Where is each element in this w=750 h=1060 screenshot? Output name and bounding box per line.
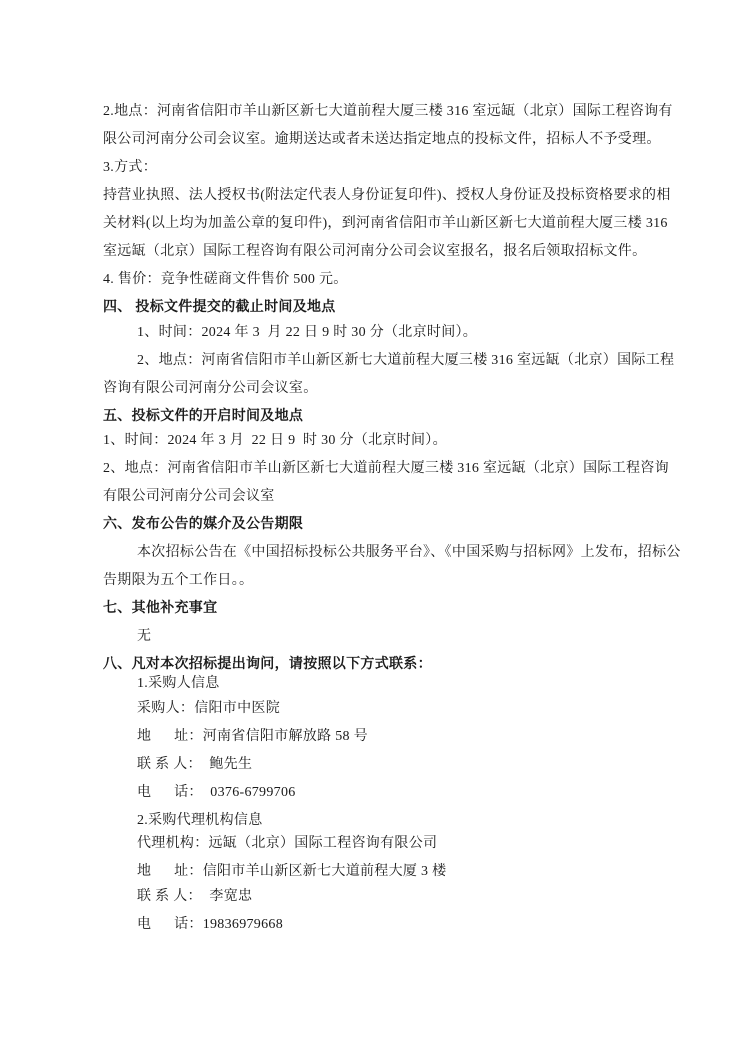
section-8-heading: 八、凡对本次招标提出询问，请按照以下方式联系： (103, 657, 432, 672)
purchaser-info-label: 1.采购人信息 (137, 676, 220, 691)
agency-phone-line: 电 话：19836979668 (137, 917, 283, 932)
opening-time-line: 1、时间：2024 年 3 月 22 日 9 时 30 分（北京时间）。 (103, 433, 447, 448)
announcement-media-line-1: 本次招标公告在《中国招标投标公共服务平台》、《中国采购与招标网》上发布，招标公 (137, 545, 681, 560)
deadline-time-line: 1、时间：2024 年 3 月 22 日 9 时 30 分（北京时间）。 (137, 325, 478, 340)
location-line-2: 限公司河南分公司会议室。逾期送达或者未送达指定地点的投标文件，招标人不予受理。 (103, 132, 661, 147)
price-line: 4. 售价：竞争性磋商文件售价 500 元。 (103, 272, 348, 287)
section-5-heading: 五、投标文件的开启时间及地点 (103, 409, 304, 424)
section-7-heading: 七、其他补充事宜 (103, 601, 218, 616)
method-line-1: 持营业执照、法人授权书(附法定代表人身份证复印件)、授权人身份证及投标资格要求的相 (103, 188, 671, 203)
agency-info-label: 2.采购代理机构信息 (137, 813, 263, 828)
purchaser-phone-line: 电 话： 0376-6799706 (137, 785, 296, 800)
agency-contact-line: 联 系 人： 李宽忠 (137, 889, 253, 904)
announcement-media-line-2: 告期限为五个工作日。。 (103, 573, 254, 588)
purchaser-address-line: 地 址：河南省信阳市解放路 58 号 (137, 729, 368, 744)
location-line-1: 2.地点：河南省信阳市羊山新区新七大道前程大厦三楼 316 室远缻（北京）国际工程咨询有 (103, 104, 673, 119)
agency-name-line: 代理机构：远缻（北京）国际工程咨询有限公司 (137, 836, 438, 851)
deadline-location-line-1: 2、地点：河南省信阳市羊山新区新七大道前程大厦三楼 316 室远缻（北京）国际工程 (137, 353, 675, 368)
method-label: 3.方式： (103, 160, 157, 175)
purchaser-contact-line: 联 系 人： 鲍先生 (137, 757, 253, 772)
opening-location-line-1: 2、地点：河南省信阳市羊山新区新七大道前程大厦三楼 316 室远缻（北京）国际工程咨询 (103, 461, 669, 476)
other-matters-line: 无 (137, 629, 152, 644)
purchaser-name-line: 采购人：信阳市中医院 (137, 701, 280, 716)
deadline-location-line-2: 咨询有限公司河南分公司会议室。 (103, 381, 318, 396)
section-6-heading: 六、发布公告的媒介及公告期限 (103, 517, 304, 532)
section-4-heading: 四、 投标文件提交的截止时间及地点 (103, 300, 336, 315)
agency-address-line: 地 址：信阳市羊山新区新七大道前程大厦 3 楼 (137, 864, 447, 879)
method-line-3: 室远缻（北京）国际工程咨询有限公司河南分公司会议室报名，报名后领取招标文件。 (103, 244, 647, 259)
opening-location-line-2: 有限公司河南分公司会议室 (103, 489, 275, 504)
document-content (103, 98, 681, 939)
method-line-2: 关材料(以上均为加盖公章的复印件)，到河南省信阳市羊山新区新七大道前程大厦三楼 316 (103, 216, 668, 231)
